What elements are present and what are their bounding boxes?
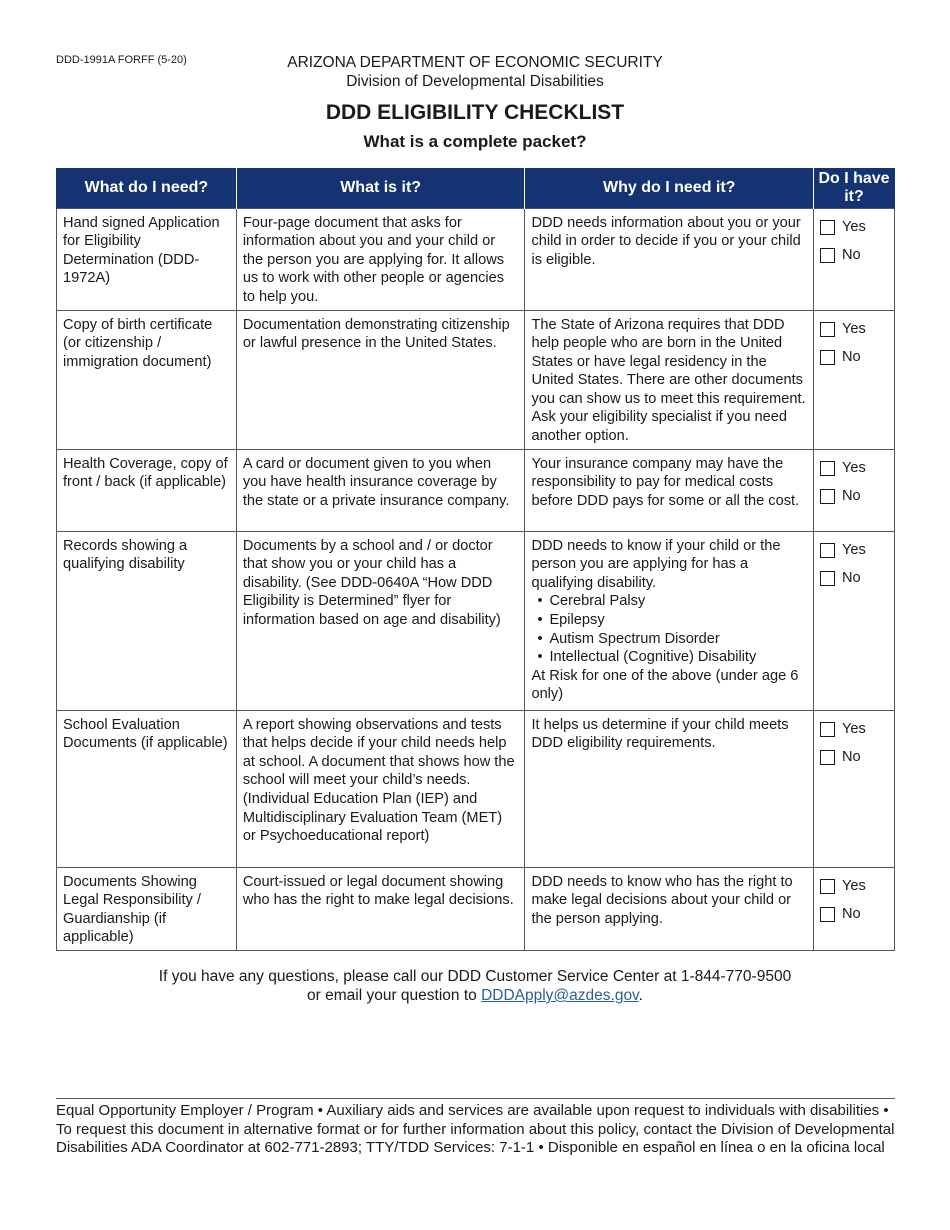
list-item: • Intellectual (Cognitive) Disability	[537, 648, 807, 667]
table-row	[57, 710, 895, 867]
need-cell: Copy of birth certificate (or citizenship / immigration document)	[57, 310, 237, 449]
no-option[interactable]	[820, 344, 888, 372]
have-it-cell	[814, 867, 895, 950]
yes-option[interactable]	[820, 537, 888, 565]
yes-checkbox[interactable]	[820, 220, 835, 235]
yes-checkbox[interactable]	[820, 461, 835, 476]
no-label: No	[842, 488, 861, 505]
no-label: No	[842, 749, 861, 766]
need-cell: Documents Showing Legal Responsibility / Guardianship (if applicable)	[57, 867, 237, 950]
yes-option[interactable]	[820, 214, 888, 242]
table-row	[57, 449, 895, 531]
column-header-why: Why do I need it?	[525, 168, 814, 208]
table-row	[57, 310, 895, 449]
no-checkbox[interactable]	[820, 907, 835, 922]
what-cell: Documentation demonstrating citizenship or lawful presence in the United States.	[236, 310, 525, 449]
no-checkbox[interactable]	[820, 750, 835, 765]
no-option[interactable]	[820, 483, 888, 511]
column-header-need: What do I need?	[57, 168, 237, 208]
yes-checkbox[interactable]	[820, 322, 835, 337]
no-checkbox[interactable]	[820, 350, 835, 365]
no-checkbox[interactable]	[820, 571, 835, 586]
page-title: DDD ELIGIBILITY CHECKLIST	[325, 101, 625, 124]
why-cell: DDD needs to know who has the right to make legal decisions about your child or the person applying.	[525, 867, 814, 950]
need-cell: Health Coverage, copy of front / back (if applicable)	[57, 449, 237, 531]
table-row	[57, 867, 895, 950]
why-cell: Your insurance company may have the responsibility to pay for medical costs before DDD pays for some or all the cost.	[525, 449, 814, 531]
page-subtitle: What is a complete packet?	[363, 132, 587, 151]
no-option[interactable]	[820, 565, 888, 593]
no-label: No	[842, 349, 861, 366]
list-item: • Epilepsy	[537, 611, 807, 630]
no-checkbox[interactable]	[820, 489, 835, 504]
yes-option[interactable]	[820, 316, 888, 344]
what-cell: Four-page document that asks for information about you and your child or the person you are applying for. It allows us to work with other people or agencies to help you.	[236, 208, 525, 310]
contact-email-suffix: .	[638, 987, 643, 1004]
list-item: • Cerebral Palsy	[537, 592, 807, 611]
form-code: DDD-1991A FORFF (5-20)	[56, 54, 187, 66]
what-cell: Court-issued or legal document showing who has the right to make legal decisions.	[236, 867, 525, 950]
no-option[interactable]	[820, 744, 888, 772]
yes-checkbox[interactable]	[820, 722, 835, 737]
yes-label: Yes	[842, 321, 866, 338]
have-it-cell	[814, 710, 895, 867]
contact-phone-line: If you have any questions, please call our DDD Customer Service Center at 1-844-770-9500	[158, 968, 792, 985]
yes-label: Yes	[842, 542, 866, 559]
disability-list	[537, 592, 807, 666]
yes-checkbox[interactable]	[820, 543, 835, 558]
what-cell: A report showing observations and tests that helps decide if your child needs help at school. A document that shows how the school will meet your child’s needs. (Individual Education Plan (IEP) and Multidisciplinary Evaluation Team (MET) or Psychoeducational report)	[236, 710, 525, 867]
table-row	[57, 531, 895, 710]
agency-name: ARIZONA DEPARTMENT OF ECONOMIC SECURITY	[287, 54, 663, 71]
have-it-cell	[814, 449, 895, 531]
contact-info	[0, 967, 950, 1005]
why-cell	[525, 531, 814, 710]
yes-label: Yes	[842, 219, 866, 236]
have-it-cell	[814, 531, 895, 710]
contact-email-prefix: or email your question to	[307, 987, 477, 1004]
no-label: No	[842, 247, 861, 264]
footer-notice: Equal Opportunity Employer / Program • Auxiliary aids and services are available upon request to individuals with disabilities • To request this document in alternative format or for further information about this policy, contact the Division of Developmental Disabilities ADA Coordinator at 602-771-2893; TTY/TDD Services: 7-1-1 • Disponible en español en línea o en la oficina local	[56, 1102, 895, 1157]
why-after-text: At Risk for one of the above (under age 6 only)	[531, 667, 799, 703]
need-cell: Hand signed Application for Eligibility Determination (DDD-1972A)	[57, 208, 237, 310]
no-option[interactable]	[820, 901, 888, 929]
yes-option[interactable]	[820, 716, 888, 744]
table-header-row	[57, 168, 895, 208]
need-cell: Records showing a qualifying disability	[57, 531, 237, 710]
no-label: No	[842, 570, 861, 587]
have-it-cell	[814, 310, 895, 449]
need-cell: School Evaluation Documents (if applicable)	[57, 710, 237, 867]
agency-header	[0, 53, 950, 91]
yes-label: Yes	[842, 460, 866, 477]
yes-checkbox[interactable]	[820, 879, 835, 894]
list-item: • Autism Spectrum Disorder	[537, 630, 807, 649]
division-name: Division of Developmental Disabilities	[346, 73, 604, 90]
why-cell: The State of Arizona requires that DDD help people who are born in the United States or have legal residency in the United States. There are other documents you can show us to meet this requirement. Ask your eligibility specialist if you need another option.	[525, 310, 814, 449]
yes-label: Yes	[842, 878, 866, 895]
why-cell: DDD needs information about you or your child in order to decide if you or your child is eligible.	[525, 208, 814, 310]
yes-option[interactable]	[820, 455, 888, 483]
why-cell: It helps us determine if your child meets DDD eligibility requirements.	[525, 710, 814, 867]
contact-email-link[interactable]: DDDApply@azdes.gov	[481, 987, 639, 1004]
why-text: DDD needs to know if your child or the person you are applying for has a qualifying disability.	[531, 537, 781, 591]
contact-email-line	[0, 986, 950, 1005]
have-it-cell	[814, 208, 895, 310]
eligibility-checklist-table	[56, 168, 895, 951]
no-option[interactable]	[820, 242, 888, 270]
no-label: No	[842, 906, 861, 923]
table-row	[57, 208, 895, 310]
no-checkbox[interactable]	[820, 248, 835, 263]
what-cell: A card or document given to you when you have health insurance coverage by the state or a private insurance company.	[236, 449, 525, 531]
yes-label: Yes	[842, 721, 866, 738]
column-header-what: What is it?	[236, 168, 525, 208]
yes-option[interactable]	[820, 873, 888, 901]
column-header-have: Do I have it?	[814, 168, 895, 208]
what-cell: Documents by a school and / or doctor that show you or your child has a disability. (See DDD-0640A “How DDD Eligibility is Determined” flyer for information based on age and disability)	[236, 531, 525, 710]
footer-divider	[56, 1098, 895, 1099]
